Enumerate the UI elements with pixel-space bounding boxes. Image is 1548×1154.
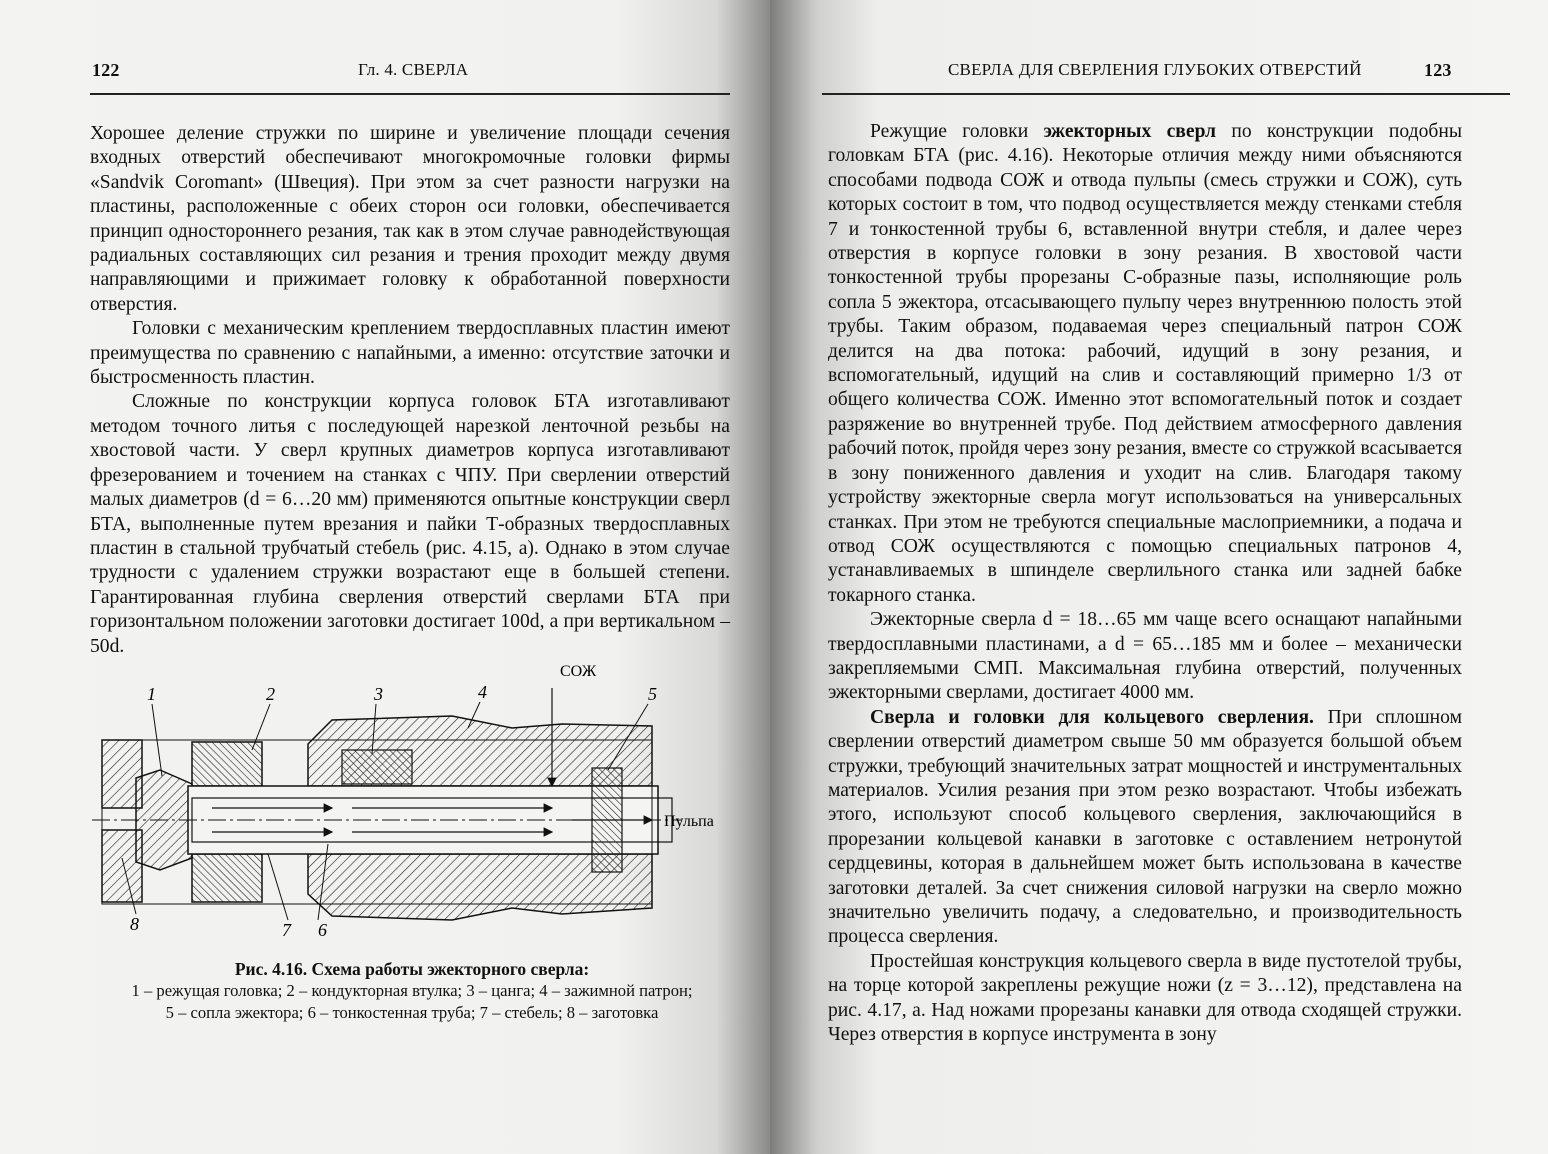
p3-rest: При сплошном сверлении отверстий диаметром свыше 50 мм образуется большой объем стружки, требующий значительных затрат мощностей и инструментальных материалов. Усилия резания при этом резко возрастают. Чтобы избежать этого, используют способ кольцевого сверления, заключающийся в прорезании кольцевой канавки в заготовке с оставлением нетронутой сердцевины, которая в дальнейшем может быть использована в качестве заготовки деталей. За счет снижения силовой нагрузки на сверло можно значительно увеличить подачу, а следовательно, и производительность процесса сверления. — [828, 706, 1462, 948]
right-paragraph-3 — [828, 706, 1462, 950]
left-paragraph-1: Хорошее деление стружки по ширине и увеличение площади сечения входных отверстий обеспечивают многокромочные головки фирмы «Sandvik Coromant» (Швеция). При этом за счет разности нагрузки на пластины, расположенные с обеих сторон оси головки, обеспечивается принцип одностороннего резания, так как в этом случае равнодействующая радиальных составляющих сил резания и трения проходит между двумя направляющими и прижимает головку к обработанной поверхности отверстия. — [90, 123, 730, 315]
left-header-rule — [90, 93, 730, 95]
callout-6: 6 — [318, 920, 327, 940]
figure-caption — [92, 958, 732, 1024]
left-paragraph-2: Головки с механическим креплением твердосплавных пластин имеют преимущества по сравнению с напайными, а именно: отсутствие заточки и быстросменность пластин. — [90, 318, 730, 389]
p3-section-heading: Сверла и головки для кольцевого сверления. — [870, 706, 1314, 728]
right-paragraph-2: Эжекторные сверла d = 18…65 мм чаще всего оснащают напайными твердосплавными пластинами, а d = 65…185 мм и более – механически закрепляемыми СМП. Максимальная глубина отверстий, полученных эжекторными сверлами, достигает 4000 мм. — [828, 609, 1462, 704]
p1-rest: по конструкции подобны головкам БТА (рис. 4.16). Некоторые отличия между ними объясняются способами подвода СОЖ и отвода пульпы (смесь стружки и СОЖ), суть которых состоит в том, что подвод осуществляется между стенками стебля 7 и тонкостенной трубы 6, вставленной внутри стебля, и далее через отверстия в корпусе головки в зону резания. В хвостовой части тонкостенной трубы прорезаны С-образные пазы, исполняющие роль сопла 5 эжектора, отсасывающего пульпу через внутреннюю полость этой трубы. Таким образом, подаваемая через специальный патрон СОЖ делится на два потока: рабочий, идущий в зону резания, и вспомогательный, идущий на слив и составляющий примерно 1/3 от общего количества СОЖ. Именно этот вспомогательный поток и создает разряжение во внутренней трубе. Под действием атмосферного давления рабочий поток, пройдя через зону резания, вместе со стружкой всасывается в зону пониженного давления и уходит на слив. Благодаря такому устройству эжекторные сверла могут использоваться на универсальных станках. При этом не требуются специальные маслоприемники, а подача и отвод СОЖ осуществляются с помощью специальных патронов 4, устанавливаемых в шпинделе сверлильного станка или задней бабке токарного станка. — [828, 121, 1463, 606]
callout-4: 4 — [478, 682, 487, 702]
p1-start: Режущие головки — [870, 121, 1044, 142]
guide-bushing-top — [192, 742, 262, 786]
guide-bushing-bottom — [192, 854, 262, 902]
left-page-number: 122 — [92, 60, 120, 80]
right-paragraph-1 — [828, 120, 1462, 608]
callout-7: 7 — [282, 920, 291, 940]
right-running-head: СВЕРЛА ДЛЯ СВЕРЛЕНИЯ ГЛУБОКИХ ОТВЕРСТИЙ — [948, 60, 1362, 79]
callout-3: 3 — [374, 684, 383, 704]
caption-line-1: 1 – режущая головка; 2 – кондукторная втулка; 3 – цанга; 4 – зажимной патрон; — [131, 981, 693, 1000]
callout-8: 8 — [130, 914, 139, 934]
right-header-rule — [822, 93, 1510, 95]
callout-1: 1 — [147, 684, 156, 704]
leader-line — [268, 854, 288, 920]
right-body-text — [828, 120, 1462, 1047]
callout-5: 5 — [648, 684, 657, 704]
right-paragraph-4: Простейшая конструкция кольцевого сверла в виде пустотелой трубы, на торце которой закреплены режущие ножи (z = 3…12), представлена на рис. 4.17, а. Над ножами прорезаны канавки для отвода сходящей стружки. Через отверстия в корпусе инструмента в зону — [828, 950, 1462, 1046]
p1-bold-term: эжекторных сверл — [1043, 121, 1216, 142]
coolant-label: СОЖ — [560, 663, 597, 680]
callout-2: 2 — [266, 684, 275, 704]
left-running-head: Гл. 4. СВЕРЛА — [358, 60, 469, 79]
caption-line-2: 5 – сопла эжектора; 6 – тонкостенная труба; 7 – стебель; 8 – заготовка — [165, 1003, 659, 1022]
left-page — [0, 0, 770, 1154]
ejector-drill-diagram — [92, 658, 732, 958]
caption-title: Рис. 4.16. Схема работы эжекторного сверла: — [234, 959, 590, 979]
right-page-number: 123 — [1424, 60, 1452, 80]
left-paragraph-3: Сложные по конструкции корпуса головок БТА изготавливают методом точного литья с последующей нарезкой ленточной резьбы на хвостовой части. У сверл крупных диаметров корпуса изготавливают фрезерованием и точением на станках с ЧПУ. При сверлении отверстий малых диаметров (d = 6…20 мм) применяются опытные конструкции сверл БТА, выполненные путем врезания и пайки Т-образных твердосплавных пластин в стальной трубчатый стебель (рис. 4.15, а). Однако в этом случае трудности с удалением стружки возрастают еще в большей степени. Гарантированная глубина сверления отверстий сверлами БТА при горизонтальном положении заготовки достигает 100d, а при вертикальном – 50d. — [90, 391, 730, 657]
left-body-text — [90, 122, 730, 659]
collet — [342, 750, 412, 784]
right-page — [770, 0, 1548, 1154]
pulp-label: Пульпа — [664, 813, 714, 830]
